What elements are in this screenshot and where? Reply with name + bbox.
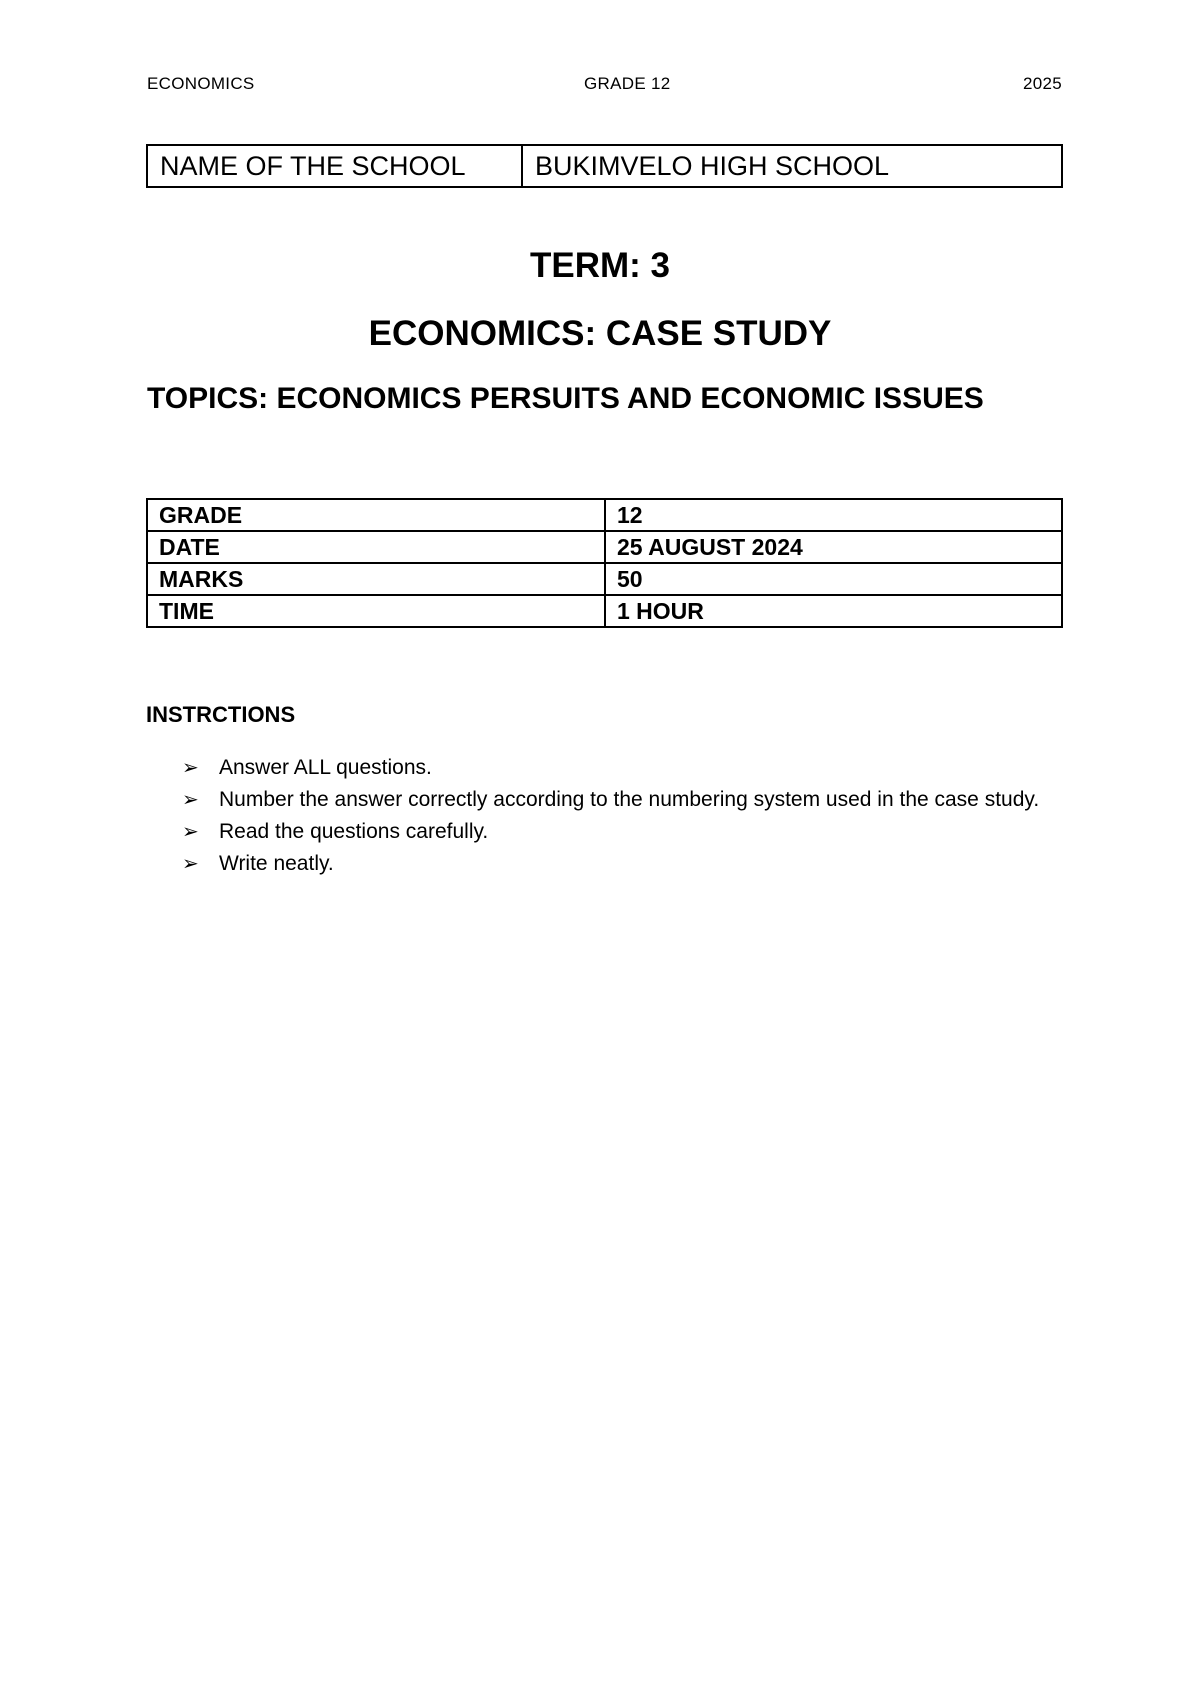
header-year: 2025 (1022, 74, 1062, 93)
arrowhead-bullet-icon: ➢ (182, 789, 199, 811)
info-value: 50 (605, 563, 1062, 595)
list-item (146, 752, 1062, 784)
info-value: 25 AUGUST 2024 (605, 531, 1062, 563)
list-item (146, 816, 1062, 848)
info-value: 1 HOUR (605, 595, 1062, 627)
instruction-text: Read the questions carefully. (219, 820, 489, 843)
topics-title: TOPICS: ECONOMICS PERSUITS AND ECONOMIC ISSUES (147, 382, 984, 415)
list-item (146, 784, 1062, 816)
subject-title: ECONOMICS: CASE STUDY (368, 314, 832, 353)
arrowhead-bullet-icon: ➢ (182, 821, 199, 843)
info-label: DATE (147, 531, 605, 563)
arrowhead-bullet-icon: ➢ (182, 757, 199, 779)
info-label: MARKS (147, 563, 605, 595)
instructions-list (146, 752, 1062, 880)
header-subject: ECONOMICS (147, 74, 255, 93)
info-row-time (147, 595, 1062, 627)
instruction-text: Number the answer correctly according to the numbering system used in the case study. (219, 788, 1040, 811)
instruction-text: Write neatly. (219, 852, 334, 875)
info-row-date (147, 531, 1062, 563)
list-item (146, 848, 1062, 880)
info-value: 12 (605, 499, 1062, 531)
school-name-value: BUKIMVELO HIGH SCHOOL (535, 150, 890, 181)
instruction-text: Answer ALL questions. (219, 756, 432, 779)
info-label: TIME (147, 595, 605, 627)
term-title: TERM: 3 (530, 246, 670, 285)
info-row-marks (147, 563, 1062, 595)
school-name-label: NAME OF THE SCHOOL (148, 146, 523, 186)
header-grade: GRADE 12 (584, 74, 671, 93)
instructions-heading: INSTRCTIONS (146, 702, 296, 727)
school-name-table (146, 144, 1063, 188)
info-label: GRADE (147, 499, 605, 531)
page-header (147, 74, 1062, 100)
info-row-grade (147, 499, 1062, 531)
arrowhead-bullet-icon: ➢ (182, 853, 199, 875)
exam-info-table (146, 498, 1063, 628)
